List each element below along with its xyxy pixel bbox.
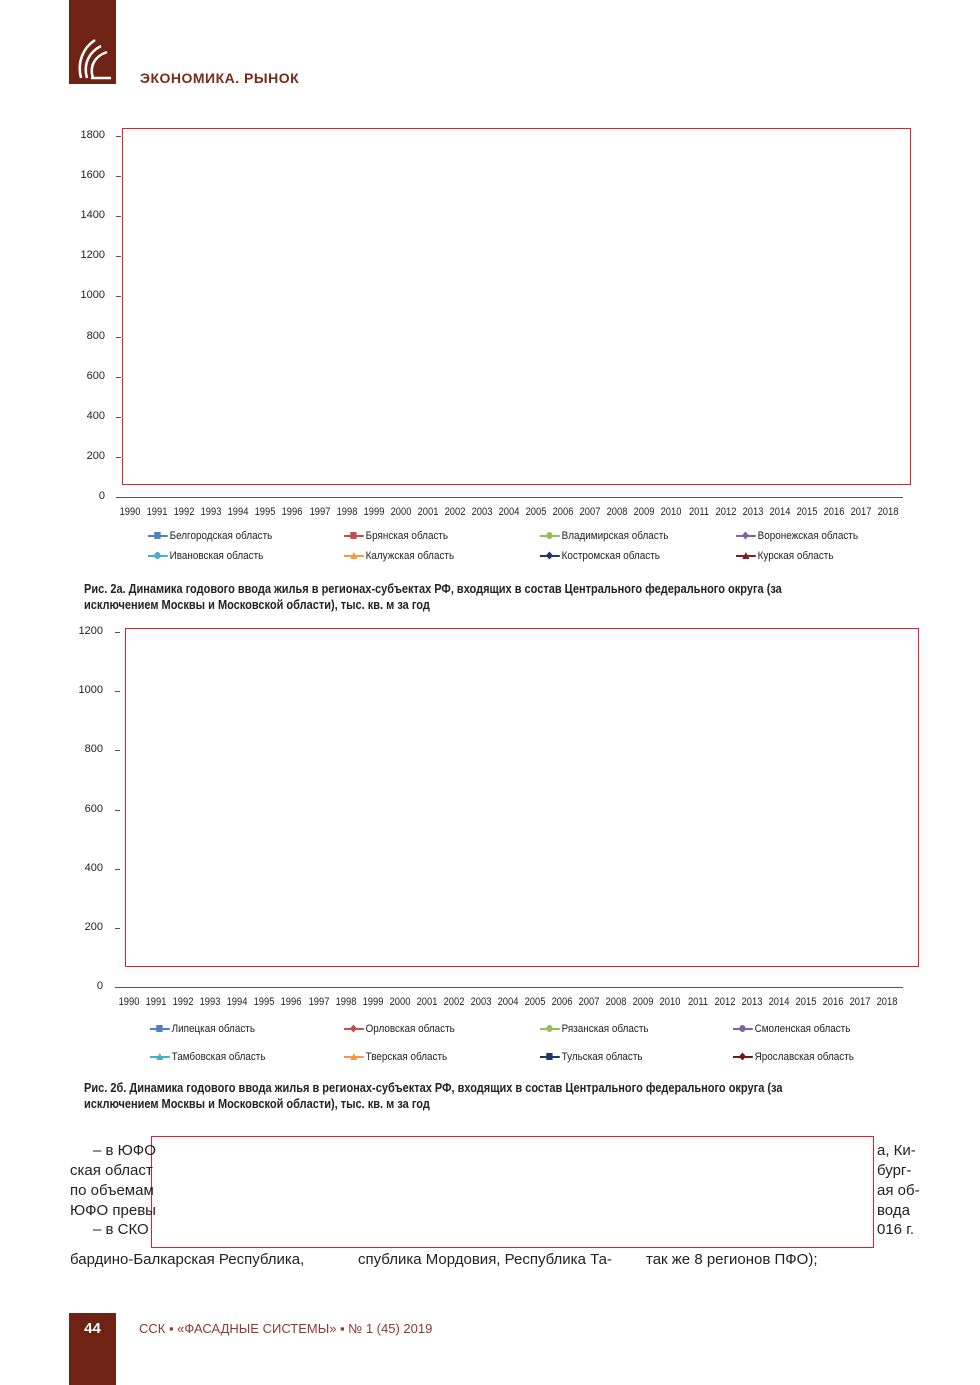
y-tick-label: 200 bbox=[86, 449, 105, 462]
y-tick-label: 200 bbox=[84, 920, 103, 933]
x-tick-label: 2002 bbox=[443, 996, 465, 1008]
x-tick-label: 2000 bbox=[389, 996, 411, 1008]
legend-item bbox=[540, 1023, 649, 1035]
y-tick-mark bbox=[115, 750, 120, 751]
x-tick-label: 2018 bbox=[876, 996, 898, 1008]
x-tick-label: 2010 bbox=[661, 506, 682, 518]
x-axis-line bbox=[115, 987, 903, 988]
legend-marker-triangle-icon bbox=[150, 1056, 170, 1058]
x-tick-label: 2009 bbox=[632, 996, 654, 1008]
legend-marker-circle-icon bbox=[540, 1028, 560, 1030]
legend-marker-square-icon bbox=[540, 1056, 560, 1058]
section-title: ЭКОНОМИКА. РЫНОК bbox=[140, 70, 300, 86]
legend-marker-diamond-icon bbox=[540, 555, 560, 557]
legend-item bbox=[150, 1051, 266, 1063]
y-tick-label: 800 bbox=[84, 743, 103, 756]
body-text-fragment: спублика Мордовия, Республика Та- bbox=[358, 1251, 612, 1268]
legend-label: Воронежская область bbox=[757, 530, 858, 542]
legend-item bbox=[736, 530, 858, 542]
legend-item bbox=[344, 550, 454, 562]
redacted-region bbox=[151, 1136, 874, 1248]
x-tick-label: 2008 bbox=[606, 506, 628, 518]
y-tick-mark bbox=[115, 810, 120, 811]
y-tick-label: 1000 bbox=[80, 289, 105, 302]
x-tick-label: 1993 bbox=[200, 506, 222, 518]
legend-marker-triangle-icon bbox=[344, 555, 364, 557]
x-tick-label: 2011 bbox=[688, 506, 709, 518]
body-text-fragment: 016 г. bbox=[877, 1221, 915, 1238]
legend-marker-circle-icon bbox=[733, 1028, 753, 1030]
y-tick-mark bbox=[116, 457, 121, 458]
x-tick-label: 1990 bbox=[118, 996, 140, 1008]
body-text-fragment: бардино-Балкарская Республика, bbox=[70, 1251, 305, 1268]
y-tick-mark bbox=[116, 176, 121, 177]
x-tick-label: 1996 bbox=[281, 996, 302, 1008]
x-tick-label: 1995 bbox=[253, 996, 275, 1008]
x-tick-label: 1991 bbox=[146, 506, 168, 518]
y-tick-label: 400 bbox=[86, 409, 105, 422]
x-tick-label: 2016 bbox=[823, 506, 845, 518]
legend-item bbox=[733, 1023, 850, 1035]
body-text-fragment: вода bbox=[877, 1202, 910, 1219]
y-tick-mark bbox=[116, 136, 121, 137]
y-tick-mark bbox=[115, 691, 120, 692]
x-tick-label: 1992 bbox=[173, 506, 195, 518]
y-tick-mark bbox=[116, 417, 121, 418]
legend-label: Владимирская область bbox=[561, 530, 669, 542]
legend-label: Тульская область bbox=[561, 1051, 643, 1063]
legend-label: Белгородская область bbox=[169, 530, 273, 542]
legend-label: Брянская область bbox=[365, 530, 449, 542]
y-tick-label: 600 bbox=[86, 369, 105, 382]
journal-logo-icon bbox=[69, 0, 116, 84]
y-tick-label: 1200 bbox=[78, 625, 103, 637]
body-text-fragment: а, Ки- bbox=[877, 1142, 916, 1159]
legend-marker-circle-icon bbox=[540, 535, 560, 537]
legend-item bbox=[344, 530, 448, 542]
legend-item bbox=[150, 1023, 255, 1035]
x-tick-label: 2006 bbox=[552, 506, 574, 518]
x-tick-label: 1990 bbox=[119, 506, 141, 518]
legend-marker-square-icon bbox=[150, 1028, 170, 1030]
journal-info: ССК ▪ «ФАСАДНЫЕ СИСТЕМЫ» ▪ № 1 (45) 2019 bbox=[139, 1321, 433, 1336]
y-tick-mark bbox=[115, 928, 120, 929]
figure-caption-2b: Рис. 2б. Динамика годового ввода жилья в регионах-субъектах РФ, входящих в состав Центрального федерального округа (за исключением Москвы и Московской области), тыс. кв. м за год bbox=[84, 1081, 783, 1111]
y-tick-label: 1400 bbox=[80, 209, 105, 222]
redacted-plot-area bbox=[122, 128, 911, 485]
body-text-fragment: – в ЮФО bbox=[93, 1142, 156, 1159]
x-tick-label: 1997 bbox=[309, 506, 330, 518]
x-tick-label: 2012 bbox=[714, 996, 735, 1008]
x-tick-label: 2012 bbox=[715, 506, 736, 518]
x-tick-label: 1995 bbox=[254, 506, 276, 518]
x-tick-label: 1994 bbox=[227, 506, 249, 518]
legend-marker-square-icon bbox=[148, 535, 168, 537]
x-tick-label: 2007 bbox=[578, 996, 600, 1008]
y-tick-mark bbox=[116, 296, 121, 297]
page-number: 44 bbox=[84, 1320, 101, 1337]
x-tick-label: 1993 bbox=[199, 996, 221, 1008]
legend-label: Ивановская область bbox=[169, 550, 264, 562]
x-tick-label: 2006 bbox=[551, 996, 573, 1008]
x-tick-label: 2004 bbox=[498, 506, 520, 518]
legend-item bbox=[148, 530, 272, 542]
legend-marker-square-icon bbox=[344, 535, 364, 537]
legend-marker-triangle-icon bbox=[736, 555, 756, 557]
x-tick-label: 2011 bbox=[687, 996, 708, 1008]
x-tick-label: 2017 bbox=[850, 506, 872, 518]
legend-label: Тамбовская область bbox=[171, 1051, 266, 1063]
y-tick-label: 400 bbox=[84, 861, 103, 874]
body-text-fragment: ая об- bbox=[877, 1182, 920, 1199]
x-tick-label: 2005 bbox=[524, 996, 546, 1008]
y-tick-label: 1200 bbox=[80, 249, 105, 262]
y-tick-mark bbox=[116, 216, 121, 217]
legend-label: Липецкая область bbox=[171, 1023, 255, 1035]
x-tick-label: 2002 bbox=[444, 506, 466, 518]
x-tick-label: 2003 bbox=[470, 996, 492, 1008]
x-tick-label: 1996 bbox=[282, 506, 303, 518]
redacted-plot-area bbox=[125, 628, 919, 967]
body-text-fragment: – в СКО bbox=[93, 1221, 149, 1238]
x-tick-label: 2004 bbox=[497, 996, 519, 1008]
x-tick-label: 2014 bbox=[768, 996, 790, 1008]
legend-item bbox=[540, 530, 668, 542]
y-tick-mark bbox=[116, 256, 121, 257]
legend-item bbox=[344, 1051, 447, 1063]
body-text-fragment: ская област bbox=[70, 1162, 153, 1179]
y-tick-label: 1800 bbox=[80, 129, 105, 141]
x-tick-label: 1998 bbox=[336, 506, 357, 518]
legend-item bbox=[148, 550, 263, 562]
x-tick-label: 2014 bbox=[769, 506, 791, 518]
x-tick-label: 2005 bbox=[525, 506, 547, 518]
x-tick-label: 2007 bbox=[579, 506, 601, 518]
x-tick-label: 1991 bbox=[145, 996, 167, 1008]
legend-marker-diamond-icon bbox=[344, 1028, 364, 1030]
legend-item bbox=[736, 550, 833, 562]
x-tick-label: 1999 bbox=[363, 506, 385, 518]
x-tick-label: 1997 bbox=[308, 996, 329, 1008]
legend-label: Рязанская область bbox=[561, 1023, 649, 1035]
x-tick-label: 2016 bbox=[822, 996, 844, 1008]
x-tick-label: 2003 bbox=[471, 506, 493, 518]
legend-marker-circle-icon bbox=[148, 555, 168, 557]
y-tick-mark bbox=[116, 377, 121, 378]
y-tick-mark bbox=[116, 337, 121, 338]
legend-label: Ярославская область bbox=[754, 1051, 854, 1063]
legend-item bbox=[733, 1051, 854, 1063]
y-tick-label: 1000 bbox=[78, 684, 103, 697]
legend-label: Смоленская область bbox=[754, 1023, 851, 1035]
legend-item bbox=[540, 550, 660, 562]
x-tick-label: 2018 bbox=[877, 506, 899, 518]
x-tick-label: 2001 bbox=[416, 996, 438, 1008]
legend-label: Орловская область bbox=[365, 1023, 455, 1035]
legend-label: Костромская область bbox=[561, 550, 660, 562]
body-text-fragment: так же 8 регионов ПФО); bbox=[646, 1251, 818, 1268]
y-tick-label: 1600 bbox=[80, 169, 105, 182]
body-text-fragment: бург- bbox=[877, 1162, 912, 1179]
x-tick-label: 2010 bbox=[660, 996, 681, 1008]
x-tick-label: 2009 bbox=[633, 506, 655, 518]
x-tick-label: 1992 bbox=[172, 996, 194, 1008]
x-axis-line bbox=[116, 497, 903, 498]
figure-caption-2a: Рис. 2а. Динамика годового ввода жилья в регионах-субъектах РФ, входящих в состав Центрального федерального округа (за исключением Москвы и Московской области), тыс. кв. м за год bbox=[84, 582, 782, 612]
x-tick-label: 2017 bbox=[849, 996, 871, 1008]
y-tick-label: 0 bbox=[96, 980, 103, 992]
legend-label: Калужская область bbox=[365, 550, 455, 562]
legend-item bbox=[540, 1051, 643, 1063]
x-tick-label: 2013 bbox=[741, 996, 763, 1008]
x-tick-label: 2000 bbox=[390, 506, 412, 518]
y-tick-mark bbox=[115, 869, 120, 870]
x-tick-label: 2015 bbox=[795, 996, 817, 1008]
legend-label: Курская область bbox=[757, 550, 834, 562]
x-tick-label: 2001 bbox=[417, 506, 439, 518]
legend-label: Тверская область bbox=[365, 1051, 448, 1063]
legend-item bbox=[344, 1023, 455, 1035]
x-tick-label: 1999 bbox=[362, 996, 384, 1008]
x-tick-label: 1998 bbox=[335, 996, 356, 1008]
legend-marker-diamond-icon bbox=[733, 1056, 753, 1058]
x-tick-label: 2013 bbox=[742, 506, 764, 518]
header-brand-bar bbox=[69, 0, 116, 84]
legend-marker-diamond-icon bbox=[736, 535, 756, 537]
x-tick-label: 2008 bbox=[605, 996, 627, 1008]
x-tick-label: 2015 bbox=[796, 506, 818, 518]
y-tick-label: 0 bbox=[98, 490, 105, 502]
body-text-fragment: по объемам bbox=[70, 1182, 154, 1199]
legend-marker-triangle-icon bbox=[344, 1056, 364, 1058]
y-tick-mark bbox=[115, 632, 120, 633]
x-tick-label: 1994 bbox=[226, 996, 248, 1008]
y-tick-label: 600 bbox=[84, 802, 103, 815]
y-tick-label: 800 bbox=[86, 329, 105, 342]
body-text-fragment: ЮФО превы bbox=[70, 1202, 156, 1219]
